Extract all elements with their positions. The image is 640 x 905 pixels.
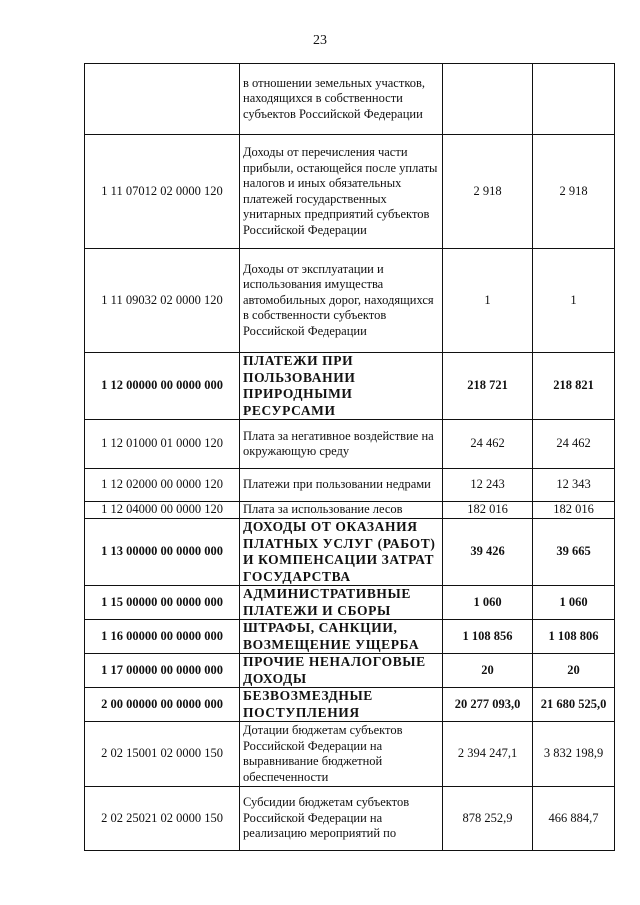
value-2020-cell: 182 016	[533, 502, 615, 519]
value-2019-cell: 20 277 093,0	[443, 688, 533, 722]
value-2019-cell: 24 462	[443, 420, 533, 469]
value-2019-cell: 1 060	[443, 586, 533, 620]
value-2020-cell: 2 918	[533, 135, 615, 249]
code-cell: 1 12 00000 00 0000 000	[85, 353, 240, 420]
table-row	[85, 586, 615, 620]
value-2019-cell: 2 918	[443, 135, 533, 249]
name-cell: ПЛАТЕЖИ ПРИ ПОЛЬЗОВАНИИ ПРИРОДНЫМИ РЕСУРСАМИ	[240, 353, 443, 420]
value-2019-cell: 2 394 247,1	[443, 722, 533, 787]
table-row	[85, 519, 615, 586]
budget-table	[84, 63, 615, 851]
value-2020-cell: 20	[533, 654, 615, 688]
value-2019-cell: 39 426	[443, 519, 533, 586]
value-2020-cell: 466 884,7	[533, 787, 615, 851]
table-row	[85, 787, 615, 851]
code-cell: 1 11 09032 02 0000 120	[85, 249, 240, 353]
table-row	[85, 64, 615, 135]
value-2019-cell: 12 243	[443, 469, 533, 502]
value-2019-cell: 1	[443, 249, 533, 353]
code-cell: 2 02 15001 02 0000 150	[85, 722, 240, 787]
value-2020-cell: 3 832 198,9	[533, 722, 615, 787]
code-cell: 1 17 00000 00 0000 000	[85, 654, 240, 688]
name-cell: Плата за использование лесов	[240, 502, 443, 519]
table-row	[85, 654, 615, 688]
value-2019-cell: 182 016	[443, 502, 533, 519]
table-row	[85, 353, 615, 420]
table-row	[85, 620, 615, 654]
value-2020-cell: 218 821	[533, 353, 615, 420]
code-cell: 1 13 00000 00 0000 000	[85, 519, 240, 586]
name-cell: Дотации бюджетам субъектов Российской Федерации на выравнивание бюджетной обеспеченности	[240, 722, 443, 787]
name-cell: в отношении земельных участков, находящихся в собственности субъектов Российской Федерации	[240, 64, 443, 135]
name-cell: БЕЗВОЗМЕЗДНЫЕ ПОСТУПЛЕНИЯ	[240, 688, 443, 722]
code-cell: 1 12 02000 00 0000 120	[85, 469, 240, 502]
code-cell: 1 15 00000 00 0000 000	[85, 586, 240, 620]
table-row	[85, 722, 615, 787]
code-cell: 1 12 04000 00 0000 120	[85, 502, 240, 519]
value-2019-cell: 878 252,9	[443, 787, 533, 851]
code-cell: 1 11 07012 02 0000 120	[85, 135, 240, 249]
value-2019-cell: 20	[443, 654, 533, 688]
table-row	[85, 688, 615, 722]
value-2020-cell: 12 343	[533, 469, 615, 502]
code-cell: 1 16 00000 00 0000 000	[85, 620, 240, 654]
name-cell: Плата за негативное воздействие на окружающую среду	[240, 420, 443, 469]
value-2019-cell: 1 108 856	[443, 620, 533, 654]
name-cell: ШТРАФЫ, САНКЦИИ, ВОЗМЕЩЕНИЕ УЩЕРБА	[240, 620, 443, 654]
name-cell: Субсидии бюджетам субъектов Российской Федерации на реализацию мероприятий по	[240, 787, 443, 851]
value-2019-cell	[443, 64, 533, 135]
code-cell: 2 02 25021 02 0000 150	[85, 787, 240, 851]
value-2020-cell: 24 462	[533, 420, 615, 469]
value-2020-cell	[533, 64, 615, 135]
table-row	[85, 502, 615, 519]
value-2020-cell: 1 060	[533, 586, 615, 620]
code-cell	[85, 64, 240, 135]
value-2020-cell: 21 680 525,0	[533, 688, 615, 722]
name-cell: Доходы от перечисления части прибыли, остающейся после уплаты налогов и иных обязательных платежей государственных унитарных предприятий субъектов Российской Федерации	[240, 135, 443, 249]
code-cell: 1 12 01000 01 0000 120	[85, 420, 240, 469]
name-cell: Платежи при пользовании недрами	[240, 469, 443, 502]
value-2020-cell: 39 665	[533, 519, 615, 586]
value-2020-cell: 1 108 806	[533, 620, 615, 654]
value-2020-cell: 1	[533, 249, 615, 353]
table-row	[85, 135, 615, 249]
page-number: 23	[313, 33, 327, 48]
name-cell: ДОХОДЫ ОТ ОКАЗАНИЯ ПЛАТНЫХ УСЛУГ (РАБОТ) И КОМПЕНСАЦИИ ЗАТРАТ ГОСУДАРСТВА	[240, 519, 443, 586]
table-row	[85, 469, 615, 502]
name-cell: Доходы от эксплуатации и использования имущества автомобильных дорог, находящихся в собственности субъектов Российской Федерации	[240, 249, 443, 353]
name-cell: АДМИНИСТРАТИВНЫЕ ПЛАТЕЖИ И СБОРЫ	[240, 586, 443, 620]
name-cell: ПРОЧИЕ НЕНАЛОГОВЫЕ ДОХОДЫ	[240, 654, 443, 688]
value-2019-cell: 218 721	[443, 353, 533, 420]
table-row	[85, 420, 615, 469]
table-row	[85, 249, 615, 353]
code-cell: 2 00 00000 00 0000 000	[85, 688, 240, 722]
